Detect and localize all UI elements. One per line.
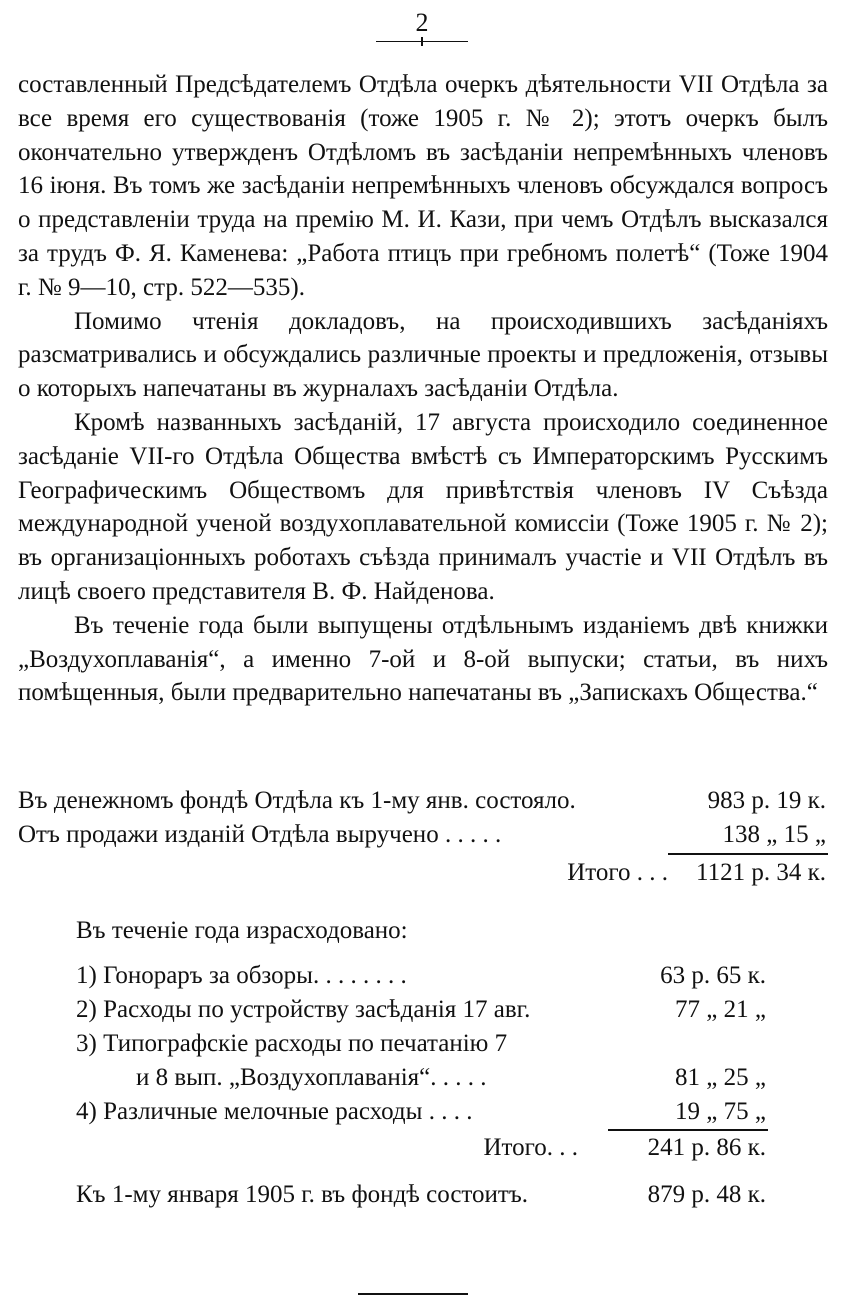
ledger-amount: 63 р. 65 к. [660,962,766,989]
sum-rule [608,1129,768,1131]
paragraph: Кромѣ названныхъ засѣданій, 17 августа происходило соединенное засѣданіе VII-го Отдѣла Общества вмѣстѣ съ Императорскимъ Русскимъ Географическимъ Обществомъ для привѣтствія членовъ IV Съѣзда международной ученой воздухоплавательной комиссіи (Тоже 1905 г. № 2); въ организаціонныхъ роботахъ съѣзда принималъ участіе и VII Отдѣлъ въ лицѣ своего представителя В. Ф. Найденова. [18,408,828,605]
ledger-row [18,787,828,821]
total-amount: 241 р. 86 к. [647,1134,766,1161]
total-label: Итого. . . [483,1134,578,1161]
ledger-row [18,1030,828,1064]
paragraph: составленный Предсѣдателемъ Отдѣла очеркъ дѣятельности VII Отдѣла за все время его существованія (тоже 1905 г. № 2); этотъ очеркъ былъ окончательно утвержденъ Отдѣломъ въ засѣданіи непремѣнныхъ членовъ 16 іюня. Въ томъ же засѣданіи непремѣнныхъ членовъ обсуждался вопросъ о представленіи труда на премію М. И. Кази, при чемъ Отдѣлъ высказался за трудъ Ф. Я. Каменева: „Работа птицъ при гребномъ полетѣ“ (Тоже 1904 г. № 9—10, стр. 522—535). [18,71,828,301]
ledger-total [18,1134,828,1168]
ledger-row [18,996,828,1030]
ledger-amount: 138 „ 15 „ [722,821,826,848]
ledger-row [18,1098,828,1132]
ledger-amount: 81 „ 25 „ [675,1064,766,1091]
ledger-row [18,962,828,996]
header-rule [376,41,468,42]
ledger-label: 4) Различные мелочные расходы . . . . [76,1098,473,1125]
page-number: 2 [415,8,429,37]
expenses-title: Въ теченіе года израсходовано: [76,917,408,944]
ledger-row [18,1064,828,1098]
ledger-row [18,821,828,855]
ledger-amount: 77 „ 21 „ [675,996,766,1023]
ledger-label: Въ денежномъ фондѣ Отдѣла къ 1-му янв. состояло. [18,787,576,814]
ledger-row [18,1181,828,1215]
ledger-label: 3) Типографскіе расходы по печатанію 7 [76,1030,508,1057]
ledger-amount: 983 р. 19 к. [707,787,826,814]
paragraph: Въ теченіе года были выпущены отдѣльнымъ изданіемъ двѣ книжки „Воздухоплаванія“, а именно 7-ой и 8-ой выпуски; статьи, въ нихъ помѣщенныя, были предварительно напечатаны въ „Запискахъ Общества.“ [18,611,828,707]
ledger-amount: 19 „ 75 „ [675,1098,766,1125]
main-text [18,68,828,710]
footer-rule [358,1293,468,1295]
ledger-total [18,859,828,893]
balance-amount: 879 р. 48 к. [647,1181,766,1208]
ledger-label: 2) Расходы по устройству засѣданія 17 авг. [76,996,531,1023]
ledger-label: и 8 вып. „Воздухоплаванія“. . . . . [136,1064,487,1091]
balance-label: Къ 1-му января 1905 г. въ фондѣ состоитъ. [76,1181,529,1208]
sum-rule [668,853,828,855]
ledger-label: 1) Гонораръ за обзоры. . . . . . . . [76,962,407,989]
total-label: Итого . . . [567,859,668,886]
ledger-label: Отъ продажи изданій Отдѣла выручено . . . . . [18,821,502,848]
total-amount: 1121 р. 34 к. [696,859,826,886]
paragraph: Помимо чтенія докладовъ, на происходившихъ засѣданіяхъ разсматривались и обсуждались различные проекты и предложенія, отзывы о которыхъ напечатаны въ журналахъ засѣданіи Отдѣла. [18,307,828,403]
